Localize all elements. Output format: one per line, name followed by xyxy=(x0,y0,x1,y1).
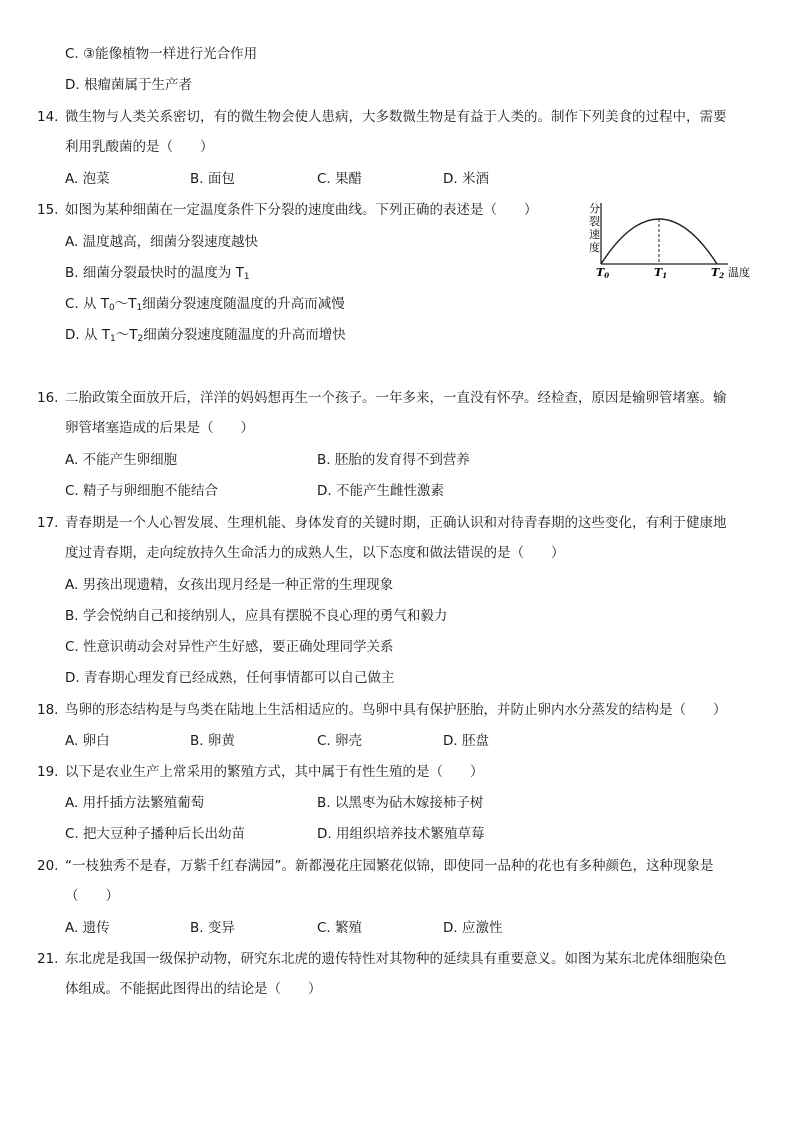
q18-stem: 鸟卵的形态结构是与鸟类在陆地上生活相适应的。鸟卵中具有保护胚胎，并防止卵内水分蒸发的结构是（ ） xyxy=(65,702,727,718)
q17-option-a: A. 男孩出现遗精，女孩出现月经是一种正常的生理现象 xyxy=(65,577,394,593)
q16-stem-line2: 卵管堵塞造成的后果是（ ） xyxy=(65,420,254,436)
figure-ylabel-char: 速 xyxy=(589,228,600,241)
q15-option-c: C. 从 $T_0\sim T_1$细菌分裂速度随温度的升高而减慢 xyxy=(65,296,345,313)
q19-stem: 以下是农业生产上常采用的繁殖方式，其中属于有性生殖的是（ ） xyxy=(65,764,484,780)
q14-option-d: D. 米酒 xyxy=(443,171,489,187)
q18-option-b: B. 卵黄 xyxy=(190,733,235,749)
q19-option-d: D. 用组织培养技术繁殖草莓 xyxy=(317,826,485,842)
figure-ylabel-char: 分 xyxy=(589,202,600,215)
q15-growth-curve-figure xyxy=(585,195,765,285)
q15-stem: 如图为某种细菌在一定温度条件下分裂的速度曲线。下列正确的表述是（ ） xyxy=(65,202,538,218)
q18-option-a: A. 卵白 xyxy=(65,733,110,749)
q16-option-b: B. 胚胎的发育得不到营养 xyxy=(317,452,470,468)
q21-stem-line2: 体组成。不能据此图得出的结论是（ ） xyxy=(65,981,322,997)
q21-stem-line1: 东北虎是我国一级保护动物，研究东北虎的遗传特性对其物种的延续具有重要意义。如图为某东北虎体细胞染色 xyxy=(65,951,727,967)
q20-option-c: C. 繁殖 xyxy=(317,920,363,936)
q20-option-d: D. 应激性 xyxy=(443,920,503,936)
q19-option-a: A. 用扦插方法繁殖葡萄 xyxy=(65,795,205,811)
q17-option-c: C. 性意识萌动会对异性产生好感，要正确处理同学关系 xyxy=(65,639,394,655)
q20-option-b: B. 变异 xyxy=(190,920,235,936)
q16-option-d: D. 不能产生雌性激素 xyxy=(317,483,444,499)
q17-number: 17. xyxy=(37,515,59,531)
q17-option-d: D. 青春期心理发育已经成熟，任何事情都可以自己做主 xyxy=(65,670,395,686)
q16-number: 16. xyxy=(37,390,59,406)
figure-tick-t2: T2 xyxy=(711,266,725,280)
q14-number: 14. xyxy=(37,109,59,125)
figure-ylabel-char: 裂 xyxy=(589,215,600,228)
q14-option-c: C. 果醋 xyxy=(317,171,363,187)
q20-number: 20. xyxy=(37,858,59,874)
q20-stem-line1: “一枝独秀不是春，万紫千红春满园”。新都漫花庄园繁花似锦，即使同一品种的花也有多种颜色，这种现象是 xyxy=(65,858,714,874)
q18-option-c: C. 卵壳 xyxy=(317,733,363,749)
q13-option-d: D. 根瘤菌属于生产者 xyxy=(65,77,192,93)
q14-stem-line1: 微生物与人类关系密切，有的微生物会使人患病，大多数微生物是有益于人类的。制作下列美食的过程中，需要 xyxy=(65,109,727,125)
q16-option-c: C. 精子与卵细胞不能结合 xyxy=(65,483,219,499)
q15-number: 15. xyxy=(37,202,59,218)
q15-option-a: A. 温度越高，细菌分裂速度越快 xyxy=(65,234,259,250)
q13-option-c: C. ③能像植物一样进行光合作用 xyxy=(65,46,258,62)
q17-stem-line2: 度过青春期，走向绽放持久生命活力的成熟人生，以下态度和做法错误的是（ ） xyxy=(65,545,565,561)
q19-option-c: C. 把大豆种子播种后长出幼苗 xyxy=(65,826,246,842)
q18-number: 18. xyxy=(37,702,59,718)
q14-stem-line2: 利用乳酸菌的是（ ） xyxy=(65,139,214,155)
figure-ylabel-char: 度 xyxy=(589,241,600,254)
q17-stem-line1: 青春期是一个人心智发展、生理机能、身体发育的关键时期，正确认识和对待青春期的这些变化，有利于健康地 xyxy=(65,515,727,531)
q21-number: 21. xyxy=(37,951,59,967)
q14-option-a: A. 泡菜 xyxy=(65,171,110,187)
figure-tick-t0: T0 xyxy=(596,266,610,280)
q20-stem-line2: （ ） xyxy=(65,888,119,904)
figure-tick-t1: T1 xyxy=(654,266,668,280)
q16-stem-line1: 二胎政策全面放开后，洋洋的妈妈想再生一个孩子。一年多来，一直没有怀孕。经检查，原因是输卵管堵塞。输 xyxy=(65,390,727,406)
q16-option-a: A. 不能产生卵细胞 xyxy=(65,452,178,468)
q15-option-b: B. 细菌分裂最快时的温度为 $T_1$ xyxy=(65,265,250,282)
q15-option-d: D. 从 $T_1\sim T_2$细菌分裂速度随温度的升高而增快 xyxy=(65,327,346,344)
q18-option-d: D. 胚盘 xyxy=(443,733,489,749)
q14-option-b: B. 面包 xyxy=(190,171,235,187)
q17-option-b: B. 学会悦纳自己和接纳别人，应具有摆脱不良心理的勇气和毅力 xyxy=(65,608,448,624)
q19-number: 19. xyxy=(37,764,59,780)
figure-xlabel: 温度 xyxy=(728,266,750,279)
q19-option-b: B. 以黑枣为砧木嫁接柿子树 xyxy=(317,795,484,811)
q20-option-a: A. 遗传 xyxy=(65,920,110,936)
